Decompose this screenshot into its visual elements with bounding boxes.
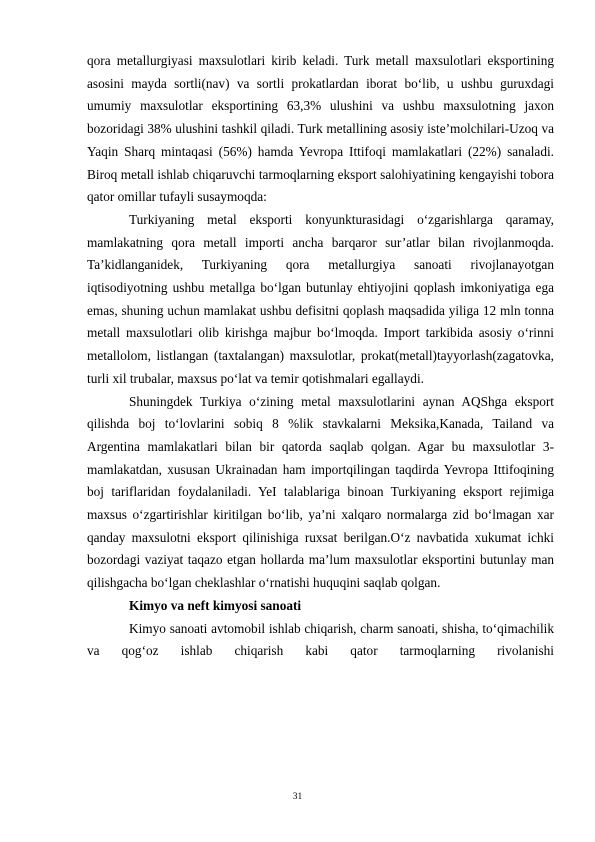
page-number: 31 (292, 792, 303, 802)
paragraph-chemical-industry: Kimyo sanoati avtomobil ishlab chiqarish, charm sanoati, shisha, to‘qimachilik va qog‘oz ishlab chiqarish kabi qator tarmoqlarning rivolanishi (87, 620, 554, 659)
section-heading: Kimyo va neft kimyosi sanoati (129, 597, 302, 613)
document-body (87, 50, 554, 663)
paragraph-metal-import: Turkiyaning metal eksporti konyunkturasidagi o‘zgarishlarga qaramay, mamlakatning qora metall importi ancha barqaror sur’atlar bilan rivojlanmoqda. Ta’kidlanganidek, Turkiyaning qora metallurgiya sanoati rivojlanayotgan iqtisodiyotning ushbu metallga bo‘lgan butunlay ehtiyojini qoplash imkoniyatiga ega emas, shuning uchun mamlakat ushbu defisitni qoplash maqsadida yiliga 12 mln tonna metall maxsulotlari olib kirishga majbur bo‘lmoqda. Import tarkibida asosiy o‘rinni metallolom, listlangan (taxtalangan) maxsulotlar, prokat(metall)tayyorlash(zagatovka, turli xil trubalar, maxsus po‘lat va temir qotishmalari egallaydi. (87, 211, 554, 386)
paragraph-continued: qora metallurgiyasi maxsulotlari kirib keladi. Turk metall maxsulotlari eksportining asosini mayda sortli(nav) va sortli prokatlardan iborat bo‘lib, u ushbu guruxdagi umumiy maxsulotlar eksportining 63,3% ulushini va ushbu maxsulotning jaxon bozoridagi 38% ulushini tashkil qiladi. Turk metallining asosiy iste’molchilari-Uzoq va Yaqin Sharq mintaqasi (56%) hamda Yevropa Ittifoqi mamlakatlari (22%) sanaladi. Biroq metall ishlab chiqaruvchi tarmoqlarning eksport salohiyatining kengayishi tobora qator omillar tufayli susaymoqda: (87, 53, 554, 205)
paragraph-export-tariffs: Shuningdek Turkiya o‘zining metal maxsulotlarini aynan AQShga eksport qilishda boj to‘lovlarini sobiq 8 %lik stavkalarni Meksika,Kanada, Tailand va Argentina mamlakatlari bilan bir qatorda saqlab qolgan. Agar bu maxsulotlar 3-mamlakatdan, xususan Ukrainadan ham importqilingan taqdirda Yevropa Ittifoqining boj tariflaridan foydalaniladi. YeI talablariga binoan Turkiyaning eksport rejimiga maxsus o‘zgartirishlar kiritilgan bo‘lib, ya’ni xalqaro normalarga zid bo‘lmagan xar qanday maxsulotni eksport qilinishiga ruxsat berilgan.O‘z navbatida xukumat ichki bozordagi vaziyat taqazo etgan hollarda ma’lum maxsulotlar eksportini butunlay man qilishgacha bo‘lgan cheklashlar o‘rnatishi huquqini saqlab qolgan. (87, 393, 554, 591)
